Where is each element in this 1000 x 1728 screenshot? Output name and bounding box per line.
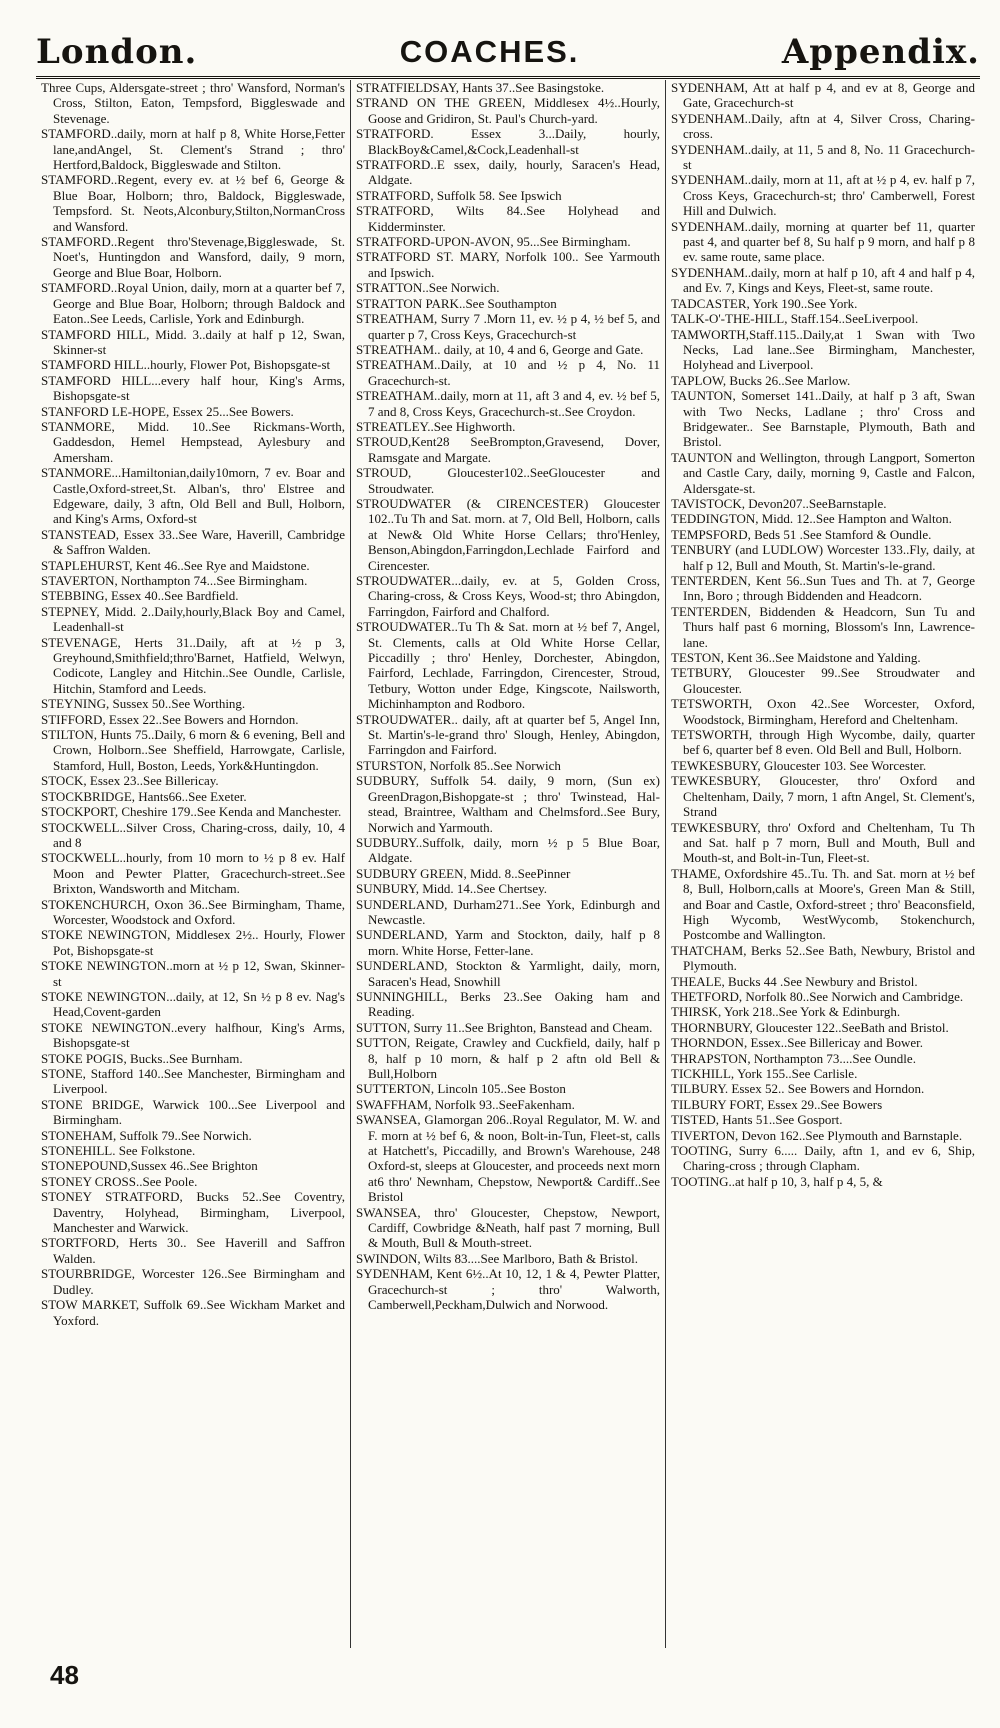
- directory-entry: SUNNINGHILL, Berks 23..See Oaking ham and Reading.: [356, 988, 660, 1020]
- directory-entry: STRATFIELDSAY, Hants 37..See Basingstoke.: [356, 80, 605, 95]
- directory-entry: TICKHILL, York 155..See Carlisle.: [671, 1066, 858, 1081]
- directory-entry: SYDENHAM..Daily, aftn at 4, Silver Cross, Charing-cross.: [671, 110, 975, 142]
- directory-entry: TAPLOW, Bucks 26..See Marlow.: [671, 372, 851, 388]
- directory-entry: STEPNEY, Midd. 2..Daily,hourly,Black Boy and Camel, Leadenhall-st: [41, 603, 345, 635]
- directory-entry: STANMORE...Hamiltonian,daily10morn, 7 ev. Boar and Castle,Oxford-street,St. Alban's, thro' Elstree and Edgeware, daily, 3 aftn, Old Bell and Bull, Holborn, and King's Arms, Oxford-st: [41, 465, 345, 527]
- directory-entry: STOCKBRIDGE, Hants66..See Exeter.: [41, 788, 247, 804]
- directory-entry: THRAPSTON, Northampton 73....See Oundle.: [671, 1050, 916, 1066]
- directory-entry: TAUNTON, Somerset 141..Daily, at half p 3 aft, Swan with Two Necks, Ladlane ; thro' Cross and Bridgewater.. See Barnstaple, Plymouth, Bath and Bristol.: [671, 388, 975, 450]
- directory-entry: SYDENHAM..daily, morn at half p 10, aft 4 and half p 4, and Ev. 7, Kings and Keys, Fleet-st, same route.: [671, 264, 975, 296]
- directory-entry: STAVERTON, Northampton 74...See Birmingham.: [41, 573, 308, 588]
- directory-entry: SUDBURY GREEN, Midd. 8..SeePinner: [356, 865, 571, 881]
- column-3: [666, 80, 980, 1648]
- directory-entry: SUTTERTON, Lincoln 105..See Boston: [356, 1081, 566, 1097]
- directory-entry: TEMPSFORD, Beds 51 .See Stamford & Oundle.: [671, 526, 932, 542]
- directory-entry: TESTON, Kent 36..See Maidstone and Yalding.: [671, 650, 921, 666]
- directory-entry: STONEPOUND,Sussex 46..See Brighton: [41, 1158, 258, 1174]
- directory-entry: SYDENHAM..daily, morning at quarter bef 11, quarter past 4, and quarter bef 8, Su half p 9 morn, and half p 8 ev. same route, same place.: [671, 218, 975, 265]
- directory-entry: SUNBURY, Midd. 14..See Chertsey.: [356, 881, 548, 897]
- directory-entry: TENTERDEN, Biddenden & Headcorn, Sun Tu and Thurs half past 6 morning, Blossom's Inn, Lawrence-lane.: [671, 603, 975, 650]
- directory-entry: SYDENHAM, Att at half p 4, and ev at 8, George and Gate, Gracechurch-st: [671, 80, 975, 111]
- directory-entry: THAME, Oxfordshire 45..Tu. Th. and Sat. morn at ½ bef 8, Bull, Holborn,calls at Moore's, Green Man & Still, and Boar and Castle, Oxford-street ; thro' Beaconsfield, High Wycomb, WestWycomb, Stokenchurch, Postcombe and Wallington.: [671, 865, 975, 943]
- directory-entry: TILBURY. Essex 52.. See Bowers and Horndon.: [671, 1081, 925, 1097]
- column-1: [36, 80, 351, 1648]
- directory-entry: STRATFORD ST. MARY, Norfolk 100.. See Yarmouth and Ipswich.: [356, 249, 660, 280]
- directory-entry: STREATHAM, Surry 7 .Morn 11, ev. ½ p 4, ½ bef 5, and quarter p 7, Cross Keys, Gracechurch-st: [356, 311, 660, 342]
- page-number: 48: [50, 1660, 79, 1690]
- directory-entry: STRAND ON THE GREEN, Middlesex 4½..Hourly, Goose and Gridiron, St. Paul's Church-yard.: [356, 95, 660, 126]
- directory-entry: SUNDERLAND, Yarm and Stockton, daily, half p 8 morn. White Horse, Fetter-lane.: [356, 927, 660, 958]
- directory-entry: STREATHAM.. daily, at 10, 4 and 6, George and Gate.: [356, 341, 644, 357]
- directory-entry: TETSWORTH, Oxon 42..See Worcester, Oxford, Woodstock, Birmingham, Hereford and Cheltenham.: [671, 696, 975, 727]
- directory-entry: TALK-O'-THE-HILL, Staff.154..SeeLiverpool.: [671, 311, 919, 327]
- header-section-title: COACHES.: [399, 34, 580, 69]
- directory-entry: SWANSEA, thro' Gloucester, Chepstow, Newport, Cardiff, Cowbridge &Neath, half past 7 morning, Bull & Mouth, Bull & Mouth-street.: [356, 1204, 660, 1251]
- directory-entry: TEDDINGTON, Midd. 12..See Hampton and Walton.: [671, 511, 952, 527]
- directory-entry: STAPLEHURST, Kent 46..See Rye and Maidstone.: [41, 557, 310, 573]
- directory-entry: STRATFORD, Suffolk 58. See Ipswich: [356, 187, 562, 203]
- directory-entry: STONEY CROSS..See Poole.: [41, 1173, 198, 1189]
- directory-entry: STONE, Stafford 140..See Manchester, Birmingham and Liverpool.: [41, 1066, 345, 1097]
- directory-entry: THATCHAM, Berks 52..See Bath, Newbury, Bristol and Plymouth.: [671, 942, 975, 974]
- directory-entry: SUNDERLAND, Durham271..See York, Edinburgh and Newcastle.: [356, 896, 660, 927]
- directory-entry: THORNBURY, Gloucester 122..SeeBath and Bristol.: [671, 1019, 949, 1035]
- directory-entry: TEWKESBURY, thro' Oxford and Cheltenham, Tu Th and Sat. half p 7 morn, Bull and Mouth, Bull and Mouth-st, and Bolt-in-Tun, Fleet-st.: [671, 819, 975, 866]
- directory-entry: STOKE NEWINGTON..morn at ½ p 12, Swan, Skinner-st: [41, 958, 345, 989]
- directory-entry: STILTON, Hunts 75..Daily, 6 morn & 6 evening, Bell and Crown, Holborn..See Sheffield, Harrowgate, Carlisle, Stamford, Hull, Boston, Leeds, York&Huntingdon.: [41, 727, 345, 773]
- directory-entry: SYDENHAM..daily, morn at 11, aft at ½ p 4, ev. half p 7, Cross Keys, Gracechurch-st; thro' Camberwell, Forest Hill and Dulwich.: [671, 172, 975, 219]
- directory-entry: THEALE, Bucks 44 .See Newbury and Bristol.: [671, 973, 918, 989]
- directory-entry: STIFFORD, Essex 22..See Bowers and Horndon.: [41, 711, 299, 727]
- directory-entry: STROUDWATER (& CIRENCESTER) Gloucester 102..Tu Th and Sat. morn. at 7, Old Bell, Holborn, calls at New& Old White Horse Cellars; thro'Henley, Benson,Abingdon,Farringdon,Lechlade Fairford and Cirencester.: [356, 495, 660, 573]
- directory-entry: STREATHAM..Daily, at 10 and ½ p 4, No. 11 Gracechurch-st.: [356, 357, 660, 388]
- directory-entry: STOKE POGIS, Bucks..See Burnham.: [41, 1050, 243, 1066]
- directory-entry: STONEY STRATFORD, Bucks 52..See Coventry, Daventry, Holyhead, Birmingham, Liverpool, Manchester and Warwick.: [41, 1189, 345, 1236]
- directory-entry: THETFORD, Norfolk 80..See Norwich and Cambridge.: [671, 988, 964, 1004]
- directory-entry: TADCASTER, York 190..See York.: [671, 295, 858, 311]
- directory-entry: STROUDWATER.. daily, aft at quarter bef 5, Angel Inn, St. Martin's-le-grand thro' Slough, Henley, Abingdon, Farringdon and Fairford.: [356, 711, 660, 758]
- directory-entry: TEWKESBURY, Gloucester, thro' Oxford and Cheltenham, Daily, 7 morn, 1 aftn Angel, St. Clement's, Strand: [671, 773, 975, 820]
- directory-entry: SUNDERLAND, Stockton & Yarmlight, daily, morn, Saracen's Head, Snowhill: [356, 958, 660, 989]
- directory-entry: STAMFORD HILL, Midd. 3..daily at half p 12, Swan, Skinner-st: [41, 326, 345, 357]
- directory-entry: STOW MARKET, Suffolk 69..See Wickham Market and Yoxford.: [41, 1297, 345, 1328]
- directory-entry: STREATHAM..daily, morn at 11, aft 3 and 4, ev. ½ bef 5, 7 and 8, Cross Keys, Gracechurch-st..See Croydon.: [356, 388, 660, 419]
- entries-columns: [36, 80, 980, 1648]
- directory-entry: STREATLEY..See Highworth.: [356, 418, 516, 434]
- directory-entry: TETSWORTH, through High Wycombe, daily, quarter bef 6, quarter bef 8 even. Old Bell and Bull, Holborn.: [671, 727, 975, 758]
- header-right-title: Appendix.: [781, 32, 980, 72]
- directory-entry: STRATFORD..E ssex, daily, hourly, Saracen's Head, Aldgate.: [356, 157, 660, 188]
- directory-entry: SUTTON, Reigate, Crawley and Cuckfield, daily, half p 8, half p 10 morn, & half p 2 aftn old Bell & Bull,Holborn: [356, 1035, 660, 1081]
- directory-entry: STOCKWELL..Silver Cross, Charing-cross, daily, 10, 4 and 8: [41, 819, 345, 850]
- directory-entry: STROUD,Kent28 SeeBrompton,Gravesend, Dover, Ramsgate and Margate.: [356, 434, 660, 465]
- directory-entry: THIRSK, York 218..See York & Edinburgh.: [671, 1004, 901, 1020]
- directory-entry: STOKE NEWINGTON...daily, at 12, Sn ½ p 8 ev. Nag's Head,Covent-garden: [41, 988, 345, 1020]
- directory-entry: STAMFORD HILL...every half hour, King's Arms, Bishopsgate-st: [41, 372, 345, 404]
- running-header: [36, 28, 980, 79]
- directory-entry: SUDBURY, Suffolk 54. daily, 9 morn, (Sun ex) GreenDragon,Bishopgate-st ; thro' Twinstead, Hal-stead, Braintree, Waltham and Chelmsford..See Bury, Norwich and Yarmouth.: [356, 773, 660, 835]
- directory-entry: STURSTON, Norfolk 85..See Norwich: [356, 757, 561, 773]
- directory-entry: STONEHAM, Suffolk 79..See Norwich.: [41, 1127, 252, 1143]
- directory-entry: STOKENCHURCH, Oxon 36..See Birmingham, Thame, Worcester, Woodstock and Oxford.: [41, 896, 345, 927]
- directory-entry: STRATFORD. Essex 3...Daily, hourly, BlackBoy&Camel,&Cock,Leadenhall-st: [356, 126, 660, 157]
- directory-entry: STRATTON PARK..See Southampton: [356, 295, 557, 311]
- directory-entry: STOKE NEWINGTON, Middlesex 2½.. Hourly, Flower Pot, Bishopsgate-st: [41, 927, 345, 958]
- directory-entry: STAMFORD HILL..hourly, Flower Pot, Bishopsgate-st: [41, 357, 331, 373]
- directory-entry: THORNDON, Essex..See Billericay and Bower.: [671, 1035, 924, 1051]
- directory-entry: STONEHILL. See Folkstone.: [41, 1143, 196, 1159]
- directory-entry: SUTTON, Surry 11..See Brighton, Banstead and Cheam.: [356, 1019, 653, 1035]
- directory-entry: STOKE NEWINGTON..every halfhour, King's Arms, Bishopsgate-st: [41, 1019, 345, 1051]
- directory-entry: STRATFORD-UPON-AVON, 95...See Birmingham.: [356, 234, 631, 250]
- directory-entry: SWAFFHAM, Norfolk 93..SeeFakenham.: [356, 1096, 575, 1112]
- directory-entry: STRATTON..See Norwich.: [356, 280, 500, 296]
- directory-entry: TAMWORTH,Staff.115..Daily,at 1 Swan with Two Necks, Lad lane..See Birmingham, Manchester, Holyhead and Liverpool.: [671, 326, 975, 373]
- directory-entry: STOURBRIDGE, Worcester 126..See Birmingham and Dudley.: [41, 1266, 345, 1297]
- directory-entry: STOCK, Essex 23..See Billericay.: [41, 773, 219, 789]
- directory-entry: STANSTEAD, Essex 33..See Ware, Haverill, Cambridge & Saffron Walden.: [41, 526, 345, 558]
- directory-entry: STEVENAGE, Herts 31..Daily, aft at ½ p 3, Greyhound,Smithfield;thro'Barnet, Hatfield, Welwyn, Codicote, Langley and Hitchin..See Oundle, Carlisle, Hitchin, Stamford and Leeds.: [41, 634, 345, 696]
- directory-entry: TILBURY FORT, Essex 29..See Bowers: [671, 1096, 883, 1112]
- directory-entry: STAMFORD..daily, morn at half p 8, White Horse,Fetter lane,andAngel, St. Clement's Strand ; thro' Hertford,Baldock, Biggleswade and Stilton.: [41, 126, 345, 173]
- directory-entry: STEYNING, Sussex 50..See Worthing.: [41, 696, 246, 712]
- column-2: [351, 80, 666, 1648]
- directory-entry: STOCKPORT, Cheshire 179..See Kenda and Manchester.: [41, 804, 342, 820]
- directory-entry: STAMFORD..Regent, every ev. at ½ bef 6, George & Blue Boar, Holborn; thro, Baldock, Biggleswade, Tempsford. St. Neots,Alconbury,Stilton,NormanCross and Wansford.: [41, 172, 345, 234]
- directory-entry: SWANSEA, Glamorgan 206..Royal Regulator, M. W. and F. morn at ½ bef 6, & noon, Bolt-in-Tun, Fleet-st, calls at Hatchett's, Piccadilly, and Brown's Warehouse, 248 Oxford-st, sleeps at Gloucester, and proceeds next morn at6 thro' Newnham, Chepstow, Newport& Cardiff..See Bristol: [356, 1112, 660, 1205]
- directory-entry: TIVERTON, Devon 162..See Plymouth and Barnstaple.: [671, 1127, 963, 1143]
- header-left-title: London.: [36, 32, 198, 72]
- directory-entry: STANMORE, Midd. 10..See Rickmans-Worth, Gaddesdon, Hemel Hempstead, Aylesbury and Amersham.: [41, 418, 345, 465]
- directory-entry: SYDENHAM, Kent 6½..At 10, 12, 1 & 4, Pewter Platter, Gracechurch-st ; thro' Walworth, Camberwell,Peckham,Dulwich and Norwood.: [356, 1266, 660, 1313]
- directory-entry: STROUD, Gloucester102..SeeGloucester and Stroudwater.: [356, 465, 660, 496]
- directory-entry: STAMFORD..Royal Union, daily, morn at a quarter bef 7, George and Blue Boar, Holborn; through Baldock and Eaton..See Leeds, Carlisle, York and Edinburgh.: [41, 280, 345, 327]
- directory-entry: SYDENHAM..daily, at 11, 5 and 8, No. 11 Gracechurch-st: [671, 141, 975, 173]
- directory-entry: TETBURY, Gloucester 99..See Stroudwater and Gloucester.: [671, 665, 975, 696]
- directory-entry: STANFORD LE-HOPE, Essex 25...See Bowers.: [41, 403, 294, 419]
- directory-entry: STOCKWELL..hourly, from 10 morn to ½ p 8 ev. Half Moon and Pewter Platter, Gracechurch-street..See Brixton, Wandsworth and Mitcham.: [41, 850, 345, 897]
- directory-entry: TOOTING, Surry 6..... Daily, aftn 1, and ev 6, Ship, Charing-cross ; through Clapham.: [671, 1143, 975, 1174]
- directory-entry: STORTFORD, Herts 30.. See Haverill and Saffron Walden.: [41, 1235, 345, 1266]
- directory-entry: STROUDWATER...daily, ev. at 5, Golden Cross, Charing-cross, & Cross Keys, Wood-st; thro Abingdon, Farringdon, Fairford and Chalford.: [356, 573, 660, 619]
- directory-entry: TAVISTOCK, Devon207..SeeBarnstaple.: [671, 495, 887, 511]
- directory-entry: STROUDWATER..Tu Th & Sat. morn at ½ bef 7, Angel, St. Clements, calls at Old White Horse Cellar, Piccadilly ; thro' Henley, Dorchester, Abingdon, Fairford, Lechlade, Farringdon, Cirencester, Stroud, Tetbury, Wotton under Edge, Kingscote, Nailsworth, Michinhampton and Rodboro.: [356, 619, 660, 712]
- directory-entry: SUDBURY..Suffolk, daily, morn ½ p 5 Blue Boar, Aldgate.: [356, 834, 660, 866]
- directory-entry: Three Cups, Aldersgate-street ; thro' Wansford, Norman's Cross, Stilton, Eaton, Tempsford, Biggleswade and Stevenage.: [41, 80, 345, 126]
- directory-entry: TEWKESBURY, Gloucester 103. See Worcester.: [671, 757, 927, 773]
- directory-entry: STRATFORD, Wilts 84..See Holyhead and Kidderminster.: [356, 203, 660, 234]
- directory-entry: SWINDON, Wilts 83....See Marlboro, Bath & Bristol.: [356, 1250, 638, 1266]
- directory-entry: STEBBING, Essex 40..See Bardfield.: [41, 588, 239, 604]
- directory-entry: TENBURY (and LUDLOW) Worcester 133..Fly, daily, at half p 12, Bull and Mouth, St. Martin's-le-grand.: [671, 542, 975, 573]
- directory-entry: STONE BRIDGE, Warwick 100...See Liverpool and Birmingham.: [41, 1096, 345, 1128]
- directory-entry: STAMFORD..Regent thro'Stevenage,Biggleswade, St. Noet's, Huntingdon and Wansford, daily, 9 morn, George and Blue Boar, Holborn.: [41, 234, 345, 280]
- directory-entry: TENTERDEN, Kent 56..Sun Tues and Th. at 7, George Inn, Boro ; through Biddenden and Headcorn.: [671, 573, 975, 604]
- directory-entry: TAUNTON and Wellington, through Langport, Somerton and Castle Cary, daily, morning 9, Castle and Falcon, Aldersgate-st.: [671, 449, 975, 496]
- directory-entry: TISTED, Hants 51..See Gosport.: [671, 1112, 843, 1128]
- directory-entry: TOOTING..at half p 10, 3, half p 4, 5, &: [671, 1173, 883, 1189]
